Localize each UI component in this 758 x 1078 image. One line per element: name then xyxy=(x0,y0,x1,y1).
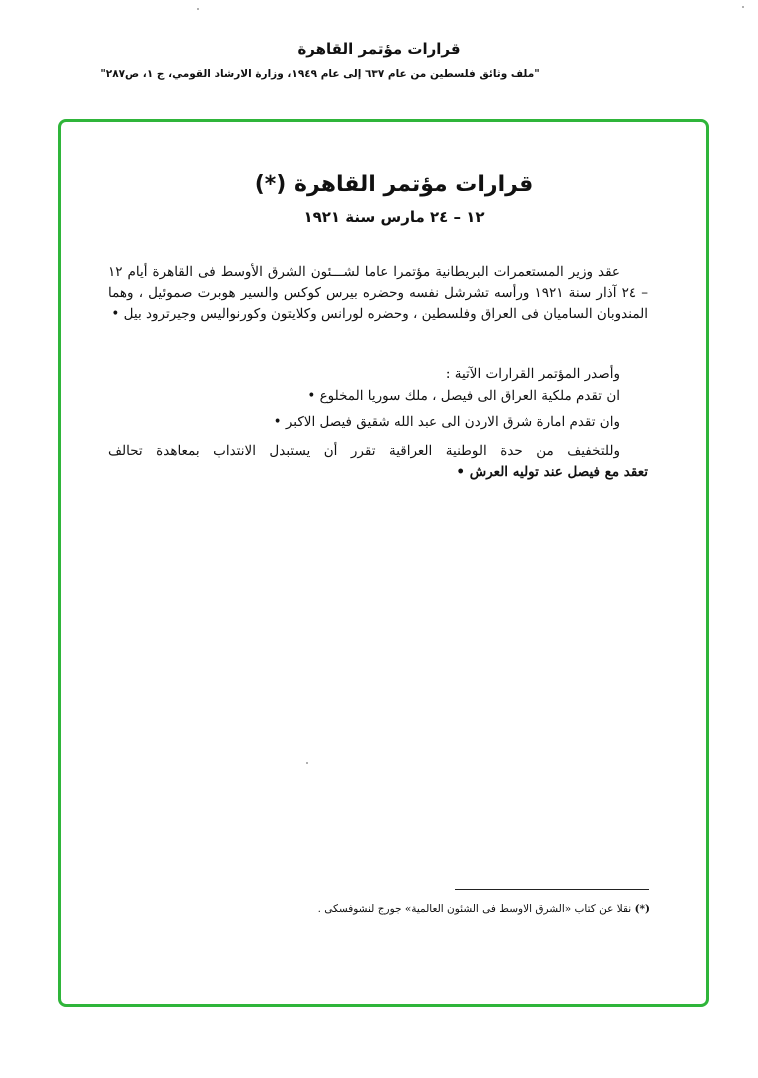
document-title: قرارات مؤتمر القاهرة (*) xyxy=(254,172,534,197)
scan-speck xyxy=(306,762,308,764)
footnote-marker: (*) xyxy=(634,903,650,915)
resolution-item: ان تقدم ملكية العراق الى فيصل ، ملك سوريا المخلوع • xyxy=(307,388,620,404)
closing-line-1: وللتخفيف من حدة الوطنية العراقية تقرر أن يستبدل الانتداب بمعاهدة تحالف xyxy=(108,443,620,459)
highlight-frame xyxy=(58,119,709,1007)
closing-line-2: تعقد مع فيصل عند توليه العرش • xyxy=(456,464,648,480)
footnote-divider xyxy=(455,889,649,890)
footnote-text: نقلا عن كتاب «الشرق الاوسط فى الشئون العالمية» جورج لنشوفسكى . xyxy=(317,903,632,915)
resolution-item: وان تقدم امارة شرق الاردن الى عبد الله شقيق فيصل الاكبر • xyxy=(273,414,620,430)
scan-speck xyxy=(742,6,744,8)
scan-speck xyxy=(197,8,199,10)
page-header-title: قرارات مؤتمر القاهرة xyxy=(297,40,461,58)
intro-paragraph: عقد وزير المستعمرات البريطانية مؤتمرا عاما لشـــئون الشرق الأوسط فى القاهرة أيام ١٢ – ٢٤ آذار سنة ١٩٢١ ورأسه تشرشل نفسه وحضره بيرس كوكس والسير هوبرت صموئيل ، وهما المندوبان الساميان فى العراق وفلسطين ، وحضره لورانس وكلايتون وكورنواليس وجيرترود بيل • xyxy=(108,264,648,322)
resolutions-lead: وأصدر المؤتمر القرارات الآتية : xyxy=(445,366,620,382)
footnote xyxy=(140,903,650,915)
document-date: ١٢ – ٢٤ مارس سنة ١٩٢١ xyxy=(303,208,485,226)
page-header-source: "ملف وثائق فلسطين من عام ٦٣٧ إلى عام ١٩٤٩، وزارة الارشاد القومي، ج ١، ص٢٨٧" xyxy=(100,68,540,80)
closing-paragraph xyxy=(108,441,648,483)
